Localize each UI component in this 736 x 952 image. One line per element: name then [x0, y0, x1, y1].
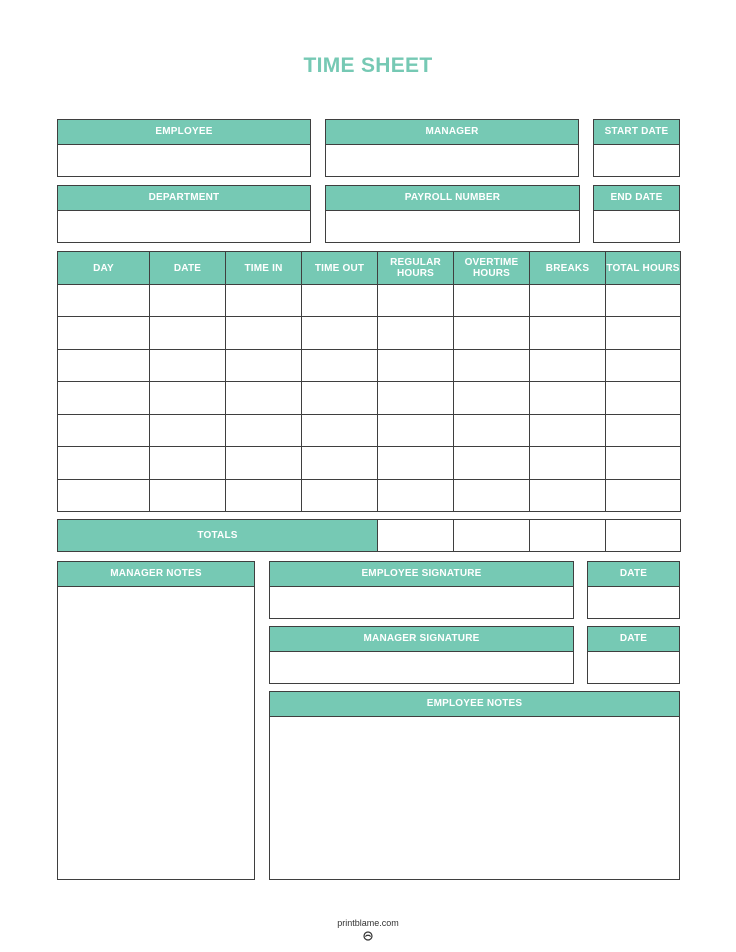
- table-row: [58, 447, 681, 479]
- cell-total-hours[interactable]: [606, 317, 681, 349]
- cell-regular-hours[interactable]: [378, 447, 454, 479]
- employee-signature-label: EMPLOYEE SIGNATURE: [270, 562, 573, 587]
- cell-regular-hours[interactable]: [378, 414, 454, 446]
- cell-total-hours[interactable]: [606, 349, 681, 381]
- table-row: [58, 382, 681, 414]
- manager-signature-date-label: DATE: [588, 627, 679, 652]
- employee-signature-date-label: DATE: [588, 562, 679, 587]
- cell-date[interactable]: [150, 382, 226, 414]
- cell-date[interactable]: [150, 479, 226, 511]
- cell-date[interactable]: [150, 447, 226, 479]
- manager-field[interactable]: [325, 119, 579, 177]
- cell-day[interactable]: [58, 382, 150, 414]
- cell-day[interactable]: [58, 349, 150, 381]
- totals-total-hours-cell[interactable]: [606, 520, 681, 552]
- payroll-number-field[interactable]: [325, 185, 580, 243]
- cell-time-in[interactable]: [226, 414, 302, 446]
- cell-total-hours[interactable]: [606, 285, 681, 317]
- printblame-logo-icon: [363, 931, 373, 941]
- column-header-date: DATE: [150, 252, 226, 285]
- cell-day[interactable]: [58, 447, 150, 479]
- table-row: [58, 414, 681, 446]
- cell-regular-hours[interactable]: [378, 479, 454, 511]
- cell-day[interactable]: [58, 414, 150, 446]
- manager-notes-field[interactable]: [57, 561, 255, 880]
- cell-time-in[interactable]: [226, 349, 302, 381]
- cell-time-in[interactable]: [226, 285, 302, 317]
- cell-breaks[interactable]: [530, 317, 606, 349]
- cell-time-out[interactable]: [302, 349, 378, 381]
- cell-time-out[interactable]: [302, 382, 378, 414]
- column-header-regular-hours: REGULAR HOURS: [378, 252, 454, 285]
- employee-signature-date-field[interactable]: [587, 561, 680, 619]
- table-row: [58, 285, 681, 317]
- employee-signature-field[interactable]: [269, 561, 574, 619]
- start-date-field[interactable]: [593, 119, 680, 177]
- column-header-day: DAY: [58, 252, 150, 285]
- totals-label: TOTALS: [58, 520, 378, 552]
- table-header-row: [58, 252, 681, 285]
- cell-regular-hours[interactable]: [378, 285, 454, 317]
- cell-total-hours[interactable]: [606, 447, 681, 479]
- payroll-number-label: PAYROLL NUMBER: [326, 186, 579, 211]
- totals-regular-hours-cell[interactable]: [378, 520, 454, 552]
- cell-time-out[interactable]: [302, 285, 378, 317]
- cell-time-in[interactable]: [226, 382, 302, 414]
- manager-label: MANAGER: [326, 120, 578, 145]
- employee-notes-field[interactable]: [269, 691, 680, 880]
- cell-overtime-hours[interactable]: [454, 382, 530, 414]
- cell-time-in[interactable]: [226, 317, 302, 349]
- cell-day[interactable]: [58, 285, 150, 317]
- cell-breaks[interactable]: [530, 479, 606, 511]
- totals-overtime-hours-cell[interactable]: [454, 520, 530, 552]
- manager-signature-label: MANAGER SIGNATURE: [270, 627, 573, 652]
- column-header-time-out: TIME OUT: [302, 252, 378, 285]
- column-header-time-in: TIME IN: [226, 252, 302, 285]
- cell-regular-hours[interactable]: [378, 317, 454, 349]
- totals-row: [57, 519, 681, 552]
- manager-notes-label: MANAGER NOTES: [58, 562, 254, 587]
- employee-field[interactable]: [57, 119, 311, 177]
- cell-overtime-hours[interactable]: [454, 349, 530, 381]
- end-date-field[interactable]: [593, 185, 680, 243]
- cell-date[interactable]: [150, 285, 226, 317]
- cell-date[interactable]: [150, 317, 226, 349]
- cell-total-hours[interactable]: [606, 479, 681, 511]
- time-table: [57, 251, 681, 512]
- cell-breaks[interactable]: [530, 414, 606, 446]
- column-header-total-hours: TOTAL HOURS: [606, 252, 681, 285]
- cell-overtime-hours[interactable]: [454, 414, 530, 446]
- cell-breaks[interactable]: [530, 285, 606, 317]
- employee-notes-label: EMPLOYEE NOTES: [270, 692, 679, 717]
- table-row: [58, 317, 681, 349]
- cell-regular-hours[interactable]: [378, 382, 454, 414]
- totals-breaks-cell[interactable]: [530, 520, 606, 552]
- cell-overtime-hours[interactable]: [454, 479, 530, 511]
- cell-day[interactable]: [58, 317, 150, 349]
- page-title: TIME SHEET: [303, 54, 433, 77]
- cell-breaks[interactable]: [530, 382, 606, 414]
- cell-breaks[interactable]: [530, 447, 606, 479]
- department-label: DEPARTMENT: [58, 186, 310, 211]
- cell-total-hours[interactable]: [606, 414, 681, 446]
- end-date-label: END DATE: [594, 186, 679, 211]
- cell-overtime-hours[interactable]: [454, 317, 530, 349]
- manager-signature-date-field[interactable]: [587, 626, 680, 684]
- cell-time-out[interactable]: [302, 414, 378, 446]
- cell-time-in[interactable]: [226, 479, 302, 511]
- cell-time-in[interactable]: [226, 447, 302, 479]
- cell-time-out[interactable]: [302, 479, 378, 511]
- employee-label: EMPLOYEE: [58, 120, 310, 145]
- column-header-overtime-hours: OVERTIME HOURS: [454, 252, 530, 285]
- cell-day[interactable]: [58, 479, 150, 511]
- cell-breaks[interactable]: [530, 349, 606, 381]
- cell-time-out[interactable]: [302, 447, 378, 479]
- manager-signature-field[interactable]: [269, 626, 574, 684]
- cell-date[interactable]: [150, 349, 226, 381]
- cell-date[interactable]: [150, 414, 226, 446]
- cell-overtime-hours[interactable]: [454, 447, 530, 479]
- cell-overtime-hours[interactable]: [454, 285, 530, 317]
- cell-total-hours[interactable]: [606, 382, 681, 414]
- cell-time-out[interactable]: [302, 317, 378, 349]
- table-body: [58, 285, 681, 512]
- start-date-label: START DATE: [594, 120, 679, 145]
- footer-website: printblame.com: [337, 918, 399, 928]
- cell-regular-hours[interactable]: [378, 349, 454, 381]
- department-field[interactable]: [57, 185, 311, 243]
- column-header-breaks: BREAKS: [530, 252, 606, 285]
- table-row: [58, 349, 681, 381]
- table-row: [58, 479, 681, 511]
